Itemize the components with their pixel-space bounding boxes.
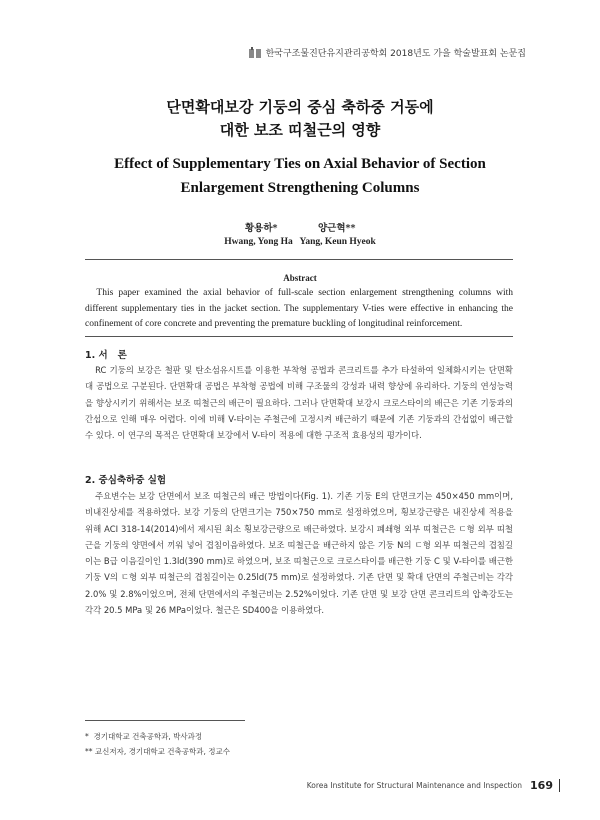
section-1-text: RC 기둥의 보강은 철판 및 탄소섬유시트를 이용한 부착형 공법과 콘크리트를 추가 타설하여 일체화시키는 단면확대 공법으로 구분된다. 단면확대 공법은 부착형 공법에 비해 구조물의 강성과 내력 향상에 유리하다. 기둥의 연성능력을 향상시키기 위해서는 보조 띠철근의 배근이 필요하다. 그러나 단면확대 보강시 크로스타이의 배근은 기존 기둥과의 간섭으로 인해 매우 어렵다. 이에 비해 V-타이는 주철근에 고정시켜 배근하기 때문에 기존 기둥과의 간섭없이 배근할 수 있다. 이 연구의 목적은 단면확대 보강에서 V-타이 적용에 대한 구조적 효용성의 평가이다.	[85, 365, 513, 441]
korean-title	[0, 96, 600, 142]
abstract-divider	[85, 336, 513, 337]
section-1-heading: 1. 서 론	[85, 350, 127, 361]
english-authors: Hwang, Yong Ha Yang, Keun Hyeok	[224, 237, 376, 247]
journal-header	[248, 46, 526, 59]
korean-title-line1: 단면확대보강 기둥의 중심 축하중 거동에	[166, 98, 434, 116]
english-title-line1: Effect of Supplementary Ties on Axial Behavior of Section	[114, 156, 486, 172]
author-2-korean: 양근혁**	[318, 223, 356, 234]
section-2-text: 주요변수는 보강 단면에서 보조 띠철근의 배근 방법이다(Fig. 1). 기존 기둥 E의 단면크기는 450×450 mm이며, 비내진상세를 적용하였다. 보강 기둥의 단면크기는 750×750 mm로 설정하였으며, 횡보강근량은 내진상세 적용을 위해 ACI 318-14(2014)에서 제시된 최소 횡보강근량으로 배근하였다. 보강시 폐쇄형 외부 띠철근은 ㄷ형 외부 띠철근을 기둥의 양면에서 끼워 넣어 겹침이음하였다. 보조 띠철근을 배근하지 않은 기둥 N의 ㄷ형 외부 띠철근의 겹침길이는 B급 이음길이인 1.3ld(390 mm)로 하였으며, 보조 띠철근으로 크로스타이를 배근한 기둥 C 및 V-타이를 배근한 기둥 V의 ㄷ형 외부 띠철근의 겹침길이는 0.25ld(75 mm)로 설정하였다. 기존 단면 및 확대 단면의 주철근비는 각각 2.0% 및 2.8%이었으며, 전체 단면에서의 주철근비는 2.52%이었다. 기존 단면 및 보강 단면 콘크리트의 압축강도는 각각 20.5 MPa 및 26 MPa이었다. 철근은 SD400을 이용하였다.	[85, 491, 513, 616]
author-1-korean: 황용하*	[245, 223, 278, 234]
page-number: 169	[530, 779, 560, 792]
english-title-line2: Enlargement Strengthening Columns	[180, 180, 420, 196]
footnote-divider	[85, 720, 245, 721]
abstract-heading: Abstract	[283, 273, 317, 283]
book-icon	[248, 47, 262, 59]
english-title	[0, 152, 600, 200]
footer-institute: Korea Institute for Structural Maintenance and Inspection	[306, 781, 523, 790]
abstract-text: This paper examined the axial behavior of full-scale section enlargement strengthening columns with different supplementary ties in the jacket section. The supplementary V-ties were effective in enhancing the confinement of core concrete and preventing the premature buckling of longitudinal reinforcement.	[85, 288, 513, 329]
section-2-heading: 2. 중심축하중 실험	[85, 475, 167, 486]
footnote-2: ** 교신저자, 경기대학교 건축공학과, 정교수	[85, 747, 230, 756]
title-divider	[85, 259, 513, 260]
footnote-1: * 경기대학교 건축공학과, 박사과정	[85, 732, 203, 741]
page-footer	[307, 779, 560, 792]
footnotes	[85, 729, 230, 759]
journal-name: 한국구조물진단유지관리공학회 2018년도 가을 학술발표회 논문집	[265, 49, 526, 59]
korean-title-line2: 대한 보조 띠철근의 영향	[219, 121, 381, 139]
